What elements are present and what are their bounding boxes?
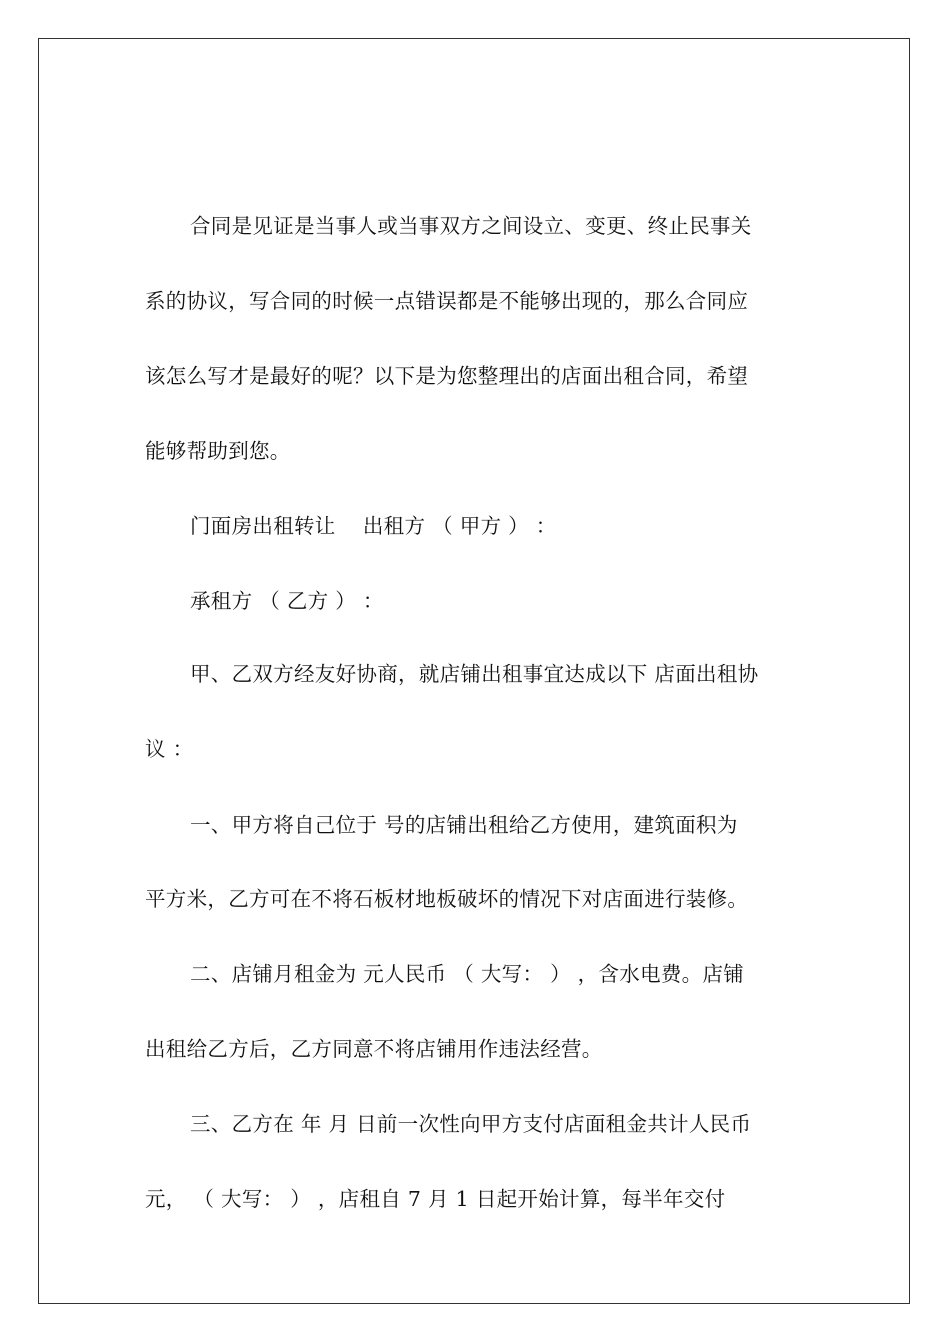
text-line-13: 三、乙方在 年 月 日前一次性向甲方支付店面租金共计人民币 (190, 1112, 752, 1136)
text-line-11: 二、店铺月租金为 元人民币 （ 大写： ） ，含水电费。店铺 (190, 962, 745, 986)
text-line-2: 系的协议，写合同的时候一点错误都是不能够出现的，那么合同应 (145, 289, 749, 313)
text-line-7: 甲、乙双方经友好协商，就店铺出租事宜达成以下 店面出租协 (190, 662, 759, 686)
text-line-8: 议 ： (145, 737, 194, 761)
text-line-10: 平方米，乙方可在不将石板材地板破坏的情况下对店面进行装修。 (145, 887, 749, 911)
text-line-5: 门面房出租转让 出租方 （ 甲方 ） ： (190, 514, 557, 538)
text-line-9: 一、甲方将自己位于 号的店铺出租给乙方使用，建筑面积为 (190, 813, 738, 837)
text-line-4: 能够帮助到您。 (145, 439, 291, 463)
text-line-3: 该怎么写才是最好的呢？以下是为您整理出的店面出租合同，希望 (145, 364, 749, 388)
text-line-1: 合同是见证是当事人或当事双方之间设立、变更、终止民事关 (190, 214, 752, 238)
text-line-6: 承租方 （ 乙方 ） ： (190, 589, 384, 613)
text-line-14: 元， （ 大写： ） ，店租自 7 月 1 日起开始计算，每半年交付 (145, 1187, 726, 1211)
text-line-12: 出租给乙方后，乙方同意不将店铺用作违法经营。 (145, 1037, 603, 1061)
